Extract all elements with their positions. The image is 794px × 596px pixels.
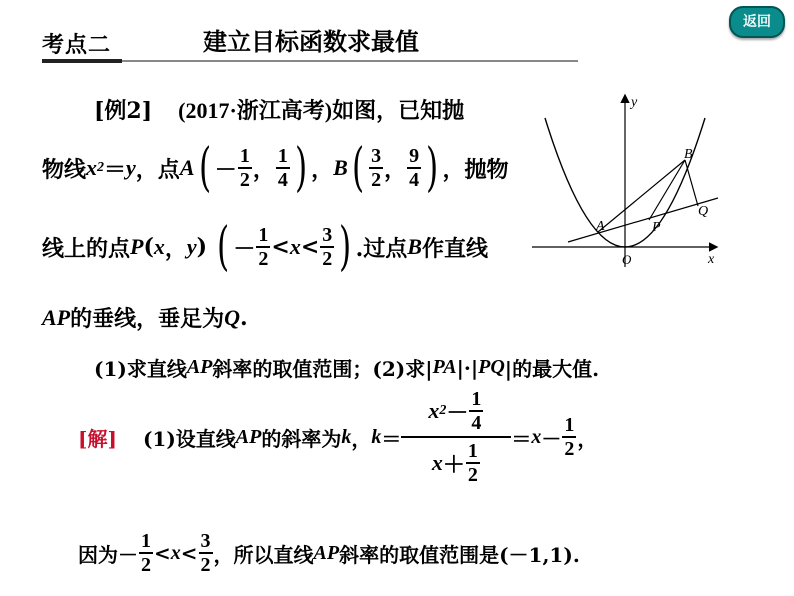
line-bq [685, 160, 698, 206]
frac-den: 4 [277, 169, 288, 191]
problem-line-3 [42, 217, 488, 277]
math-var: y [186, 234, 197, 259]
fraction [407, 145, 421, 191]
question-text: 斜率的取值范围；(2)求| [212, 357, 433, 381]
problem-text: ，抛物 [442, 156, 509, 183]
solution-text: ， [577, 426, 598, 451]
math-sup: 2 [97, 160, 105, 175]
math-op: ， [252, 156, 275, 183]
fraction [562, 414, 576, 460]
frac-num: 1 [258, 224, 269, 246]
solution-text: 斜率的取值范围是(－1,1). [339, 542, 580, 567]
questions-line [94, 353, 599, 382]
math-var: x [531, 425, 542, 448]
math-op: ， [311, 156, 334, 183]
frac-num: 3 [371, 145, 382, 167]
problem-text: ，点 [135, 156, 180, 183]
header-rule [42, 60, 578, 62]
frac-num: 3 [200, 530, 211, 552]
math-op: < [154, 541, 171, 565]
fraction [466, 440, 480, 486]
problem-text: 线上的点 [42, 235, 131, 262]
problem-text: 作直线 [421, 235, 488, 262]
problem-text: . [240, 304, 248, 331]
math-var: x [86, 155, 98, 180]
line-label: AP [42, 304, 71, 330]
math-op: ＋ [442, 451, 465, 477]
paren-open: ( [351, 138, 365, 198]
slope-denominator [401, 436, 511, 486]
frac-num: 1 [141, 530, 151, 552]
problem-text: 的垂线，垂足为 [70, 306, 225, 332]
question-text: |的最大值. [504, 357, 600, 381]
solution-text: 的斜率为 [261, 426, 342, 451]
fraction [469, 388, 483, 434]
point-q-label: Q [698, 204, 709, 219]
fraction [139, 530, 153, 576]
math-op: － [214, 156, 237, 183]
section-title: 建立目标函数求最值 [203, 27, 419, 56]
parabola-figure [528, 92, 728, 272]
math-op: － [233, 235, 256, 262]
point-a-label: A [596, 219, 605, 234]
problem-line-2 [42, 138, 509, 198]
solution-line-1 [78, 388, 597, 486]
slope-numerator [428, 388, 484, 436]
frac-den: 4 [409, 169, 420, 191]
paren-close: ) [339, 217, 352, 277]
math-op: ， [164, 235, 187, 262]
frac-den: 2 [258, 248, 269, 270]
section-tab: 考点二 [42, 32, 112, 58]
fraction [256, 224, 270, 270]
point-b-label: B [684, 147, 693, 162]
point-label: P [130, 234, 144, 259]
question-text: (1)求直线 [94, 357, 187, 381]
frac-den: 2 [467, 464, 478, 486]
math-var: x [431, 450, 443, 475]
frac-den: 2 [141, 554, 151, 576]
frac-den: 2 [564, 438, 575, 460]
point-p-label: P [652, 220, 661, 235]
math-op: < [271, 234, 290, 260]
solution-text: (1)设直线 [142, 426, 236, 451]
math-var: k [341, 425, 352, 448]
math-op: < [300, 234, 320, 260]
point-label: B [407, 234, 422, 259]
fraction [276, 145, 290, 191]
frac-num: 1 [564, 414, 575, 436]
solution-text: ，所以直线 [213, 542, 314, 567]
frac-num: 9 [409, 145, 420, 167]
frac-num: 1 [277, 145, 288, 167]
math-var: k [371, 425, 382, 448]
math-var: x [153, 234, 165, 259]
problem-line-4 [42, 302, 248, 333]
point-label: A [179, 155, 195, 180]
math-op: ＝ [381, 426, 402, 451]
problem-text: .过点 [355, 235, 408, 262]
frac-den: 4 [471, 412, 482, 434]
point-label: Q [224, 304, 241, 330]
math-op: － [541, 426, 562, 451]
back-button[interactable]: 返回 [729, 6, 785, 38]
line-ap [568, 198, 718, 242]
math-var: x [428, 398, 440, 423]
frac-num: 3 [322, 224, 333, 246]
math-op: ( [143, 234, 154, 260]
fraction [199, 530, 213, 576]
fraction [369, 145, 383, 191]
paren-open: ( [198, 138, 211, 198]
solution-tag: [解] [78, 426, 117, 451]
y-axis-label: y [631, 95, 638, 110]
math-op: － [446, 399, 469, 425]
math-var: x [170, 541, 181, 564]
line-label: AP [313, 541, 340, 564]
line-label: AP [186, 356, 213, 378]
math-op: < [180, 541, 198, 565]
frac-num: 1 [239, 145, 250, 167]
problem-text: 物线 [42, 156, 87, 183]
solution-text: 因为－ [78, 542, 138, 567]
frac-den: 2 [200, 554, 211, 576]
segment-label: PA [432, 356, 457, 378]
fraction [238, 145, 252, 191]
frac-den: 2 [322, 248, 333, 270]
frac-den: 2 [239, 169, 250, 191]
problem-source: (2017·浙江高考) [178, 98, 333, 123]
math-var: y [126, 155, 136, 180]
x-axis-label: x [708, 252, 715, 267]
frac-num: 1 [471, 388, 482, 410]
frac-num: 1 [467, 440, 478, 462]
fraction [320, 224, 334, 270]
math-op: ＝ [104, 156, 127, 183]
solution-line-2 [78, 530, 580, 576]
math-var: x [289, 234, 301, 259]
math-op: ， [384, 156, 407, 183]
problem-text: 如图，已知抛 [332, 98, 465, 124]
origin-label: O [622, 252, 632, 267]
problem-line-1 [94, 94, 464, 125]
math-sup: 2 [439, 403, 447, 418]
math-op: ) [196, 234, 208, 260]
header-rule-accent [42, 59, 122, 63]
segment-label: PQ [478, 356, 505, 378]
line-ab [598, 160, 685, 232]
point-label: B [333, 155, 348, 180]
solution-text: ， [351, 426, 372, 451]
paren-close: ) [426, 138, 439, 198]
paren-close: ) [294, 138, 308, 198]
math-op: ＝ [511, 426, 532, 451]
example-tag: [例2] [94, 98, 153, 124]
slope-fraction [401, 388, 511, 486]
paren-open: ( [217, 217, 230, 277]
line-label: AP [235, 425, 262, 448]
frac-den: 2 [371, 169, 382, 191]
question-text: |·| [456, 355, 479, 380]
